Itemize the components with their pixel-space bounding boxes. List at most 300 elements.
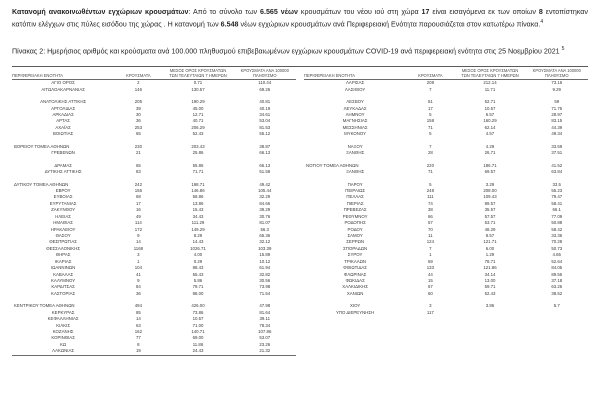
- cell-cases: 41: [135, 271, 141, 277]
- cell-region: ΑΡΓΟΛΙΔΑΣ: [51, 105, 76, 111]
- cell-region: ΚΩ: [60, 341, 67, 347]
- cell-seven-day-average: 12.71: [192, 112, 204, 118]
- cell-seven-day-average: 4.29: [485, 143, 495, 149]
- cell-region: ΛΕΣΒΟΥ: [346, 99, 364, 105]
- cell-seven-day-average: 0.29: [193, 258, 203, 264]
- cell-seven-day-average: 130.57: [191, 86, 205, 92]
- cell-seven-day-average: 10.57: [484, 105, 496, 111]
- cell-region: ΛΑΡΙΣΑΣ: [346, 80, 365, 86]
- cell-region: ΤΡΙΚΑΛΩΝ: [344, 258, 367, 264]
- cell-cases-per-100000: 32.12: [259, 239, 271, 245]
- cell-seven-day-average: 78.71: [484, 258, 496, 264]
- cell-seven-day-average: 121.71: [483, 239, 497, 245]
- cell-cases: 65: [135, 162, 141, 168]
- table-caption-text: Πίνακας 2: Ημερήσιος αριθμός και κρούσματα ανά 100.000 πληθυσμού επιβεβαιωμένων εγχώριων κρουσμάτων COVID-19 ανά περιφερειακή ενότητα στις 25 Νοεμβρίου 2021: [12, 47, 562, 56]
- cell-seven-day-average: 52.43: [192, 131, 204, 137]
- cell-cases-per-100000: 44.39: [551, 124, 563, 130]
- cell-region: ΚΑΛΥΜΝΟΥ: [51, 277, 76, 283]
- cell-seven-day-average: 34.43: [192, 213, 204, 219]
- intro-lead-label: Κατανομή ανακοινωθέντων εγχώριων κρουσμάτων: [12, 8, 189, 16]
- cell-seven-day-average: 140.71: [191, 328, 205, 334]
- header-region: [304, 68, 406, 79]
- cell-region: ΚΕΦΑΛΛΗΝΙΑΣ: [47, 316, 79, 322]
- cell-cases-per-100000: 50.73: [551, 245, 563, 251]
- cell-seven-day-average: 206.29: [191, 124, 205, 130]
- cell-cases-per-100000: 30.56: [259, 277, 271, 283]
- cell-cases-per-100000: 58.42: [551, 226, 563, 232]
- cell-cases-per-100000: 5.7: [553, 303, 560, 309]
- cell-cases-per-100000: 107.86: [258, 328, 272, 334]
- cell-cases: 39: [135, 105, 141, 111]
- cell-seven-day-average: 62.14: [484, 124, 496, 130]
- cell-cases: 28: [427, 150, 433, 156]
- cell-seven-day-average: 24.43: [192, 348, 204, 354]
- cell-region: ΠΙΕΡΙΑΣ: [346, 200, 364, 206]
- cell-cases-per-100000: 81.53: [259, 124, 271, 130]
- table-row: [304, 309, 588, 315]
- cell-region: ΝΑΞΟΥ: [347, 143, 363, 149]
- table-body-right: [304, 79, 588, 315]
- cell-cases: 114: [134, 220, 142, 226]
- header-avg-line2: ΤΩΝ ΤΕΛΕΥΤΑΙΩΝ 7 ΗΜΕΡΩΝ: [461, 73, 519, 79]
- table-header-row: [304, 68, 588, 79]
- cell-region: ΗΛΕΙΑΣ: [55, 213, 71, 219]
- cell-region: ΔΥΤΙΚΗΣ ΑΤΤΙΚΗΣ: [44, 169, 82, 175]
- cell-cases-per-100000: 59: [554, 99, 560, 105]
- cell-seven-day-average: 6.00: [485, 245, 495, 251]
- cell-region: ΑΡΤΑΣ: [56, 118, 70, 124]
- cell-region: ΣΥΡΟΥ: [347, 252, 363, 258]
- cell-seven-day-average: 8.29: [193, 232, 203, 238]
- table-row: [12, 348, 296, 354]
- cell-cases-per-100000: 110.44: [258, 80, 272, 86]
- cell-cases: 7: [429, 86, 432, 92]
- cell-seven-day-average: 13.00: [484, 277, 496, 283]
- cell-cases: 38: [427, 207, 433, 213]
- table-columns: [12, 68, 588, 356]
- cell-cases: 7: [429, 245, 432, 251]
- cell-region: ΚΑΒΑΛΑΣ: [53, 271, 74, 277]
- cell-seven-day-average: 1026.71: [190, 245, 206, 251]
- cell-region: ΡΟΔΟΥ: [347, 226, 363, 232]
- cell-cases: 71: [427, 169, 433, 175]
- cell-region: ΥΠΟ ΔΙΕΡΕΥΝΗΣΗ: [336, 309, 375, 315]
- cell-cases-per-100000: 73.16: [551, 80, 563, 86]
- cell-seven-day-average: 40.71: [192, 118, 204, 124]
- cell-region: ΘΕΣΣΑΛΟΝΙΚΗΣ: [46, 245, 81, 251]
- cell-seven-day-average: 35.57: [484, 207, 496, 213]
- cell-seven-day-average: 6.57: [485, 112, 495, 118]
- table-bottom-rule-left: [12, 355, 296, 356]
- table-row: [12, 79, 296, 86]
- cell-cases: 5: [429, 131, 432, 137]
- cell-cases-per-100000: 37.51: [551, 150, 563, 156]
- cell-cases: 17: [135, 200, 141, 206]
- table-column-left: [12, 68, 300, 356]
- cell-cases-per-100000: 63.26: [551, 284, 563, 290]
- cell-cases-per-100000: 77.09: [551, 213, 563, 219]
- intro-segment-2: κρουσμάτων του νέου ιού στη χώρα: [297, 8, 422, 16]
- header-cases-label: ΚΡΟΥΣΜΑΤΑ: [418, 73, 443, 79]
- cell-region: ΘΗΡΑΣ: [55, 252, 71, 258]
- header-cases: [406, 68, 454, 79]
- cell-cases-per-100000: 23.26: [259, 341, 271, 347]
- cell-seven-day-average: 426.00: [191, 303, 205, 309]
- cell-seven-day-average: 53.71: [484, 220, 496, 226]
- cell-seven-day-average: 55.43: [192, 271, 204, 277]
- cell-cases-per-100000: 37.18: [551, 277, 563, 283]
- cell-seven-day-average: 11.71: [484, 86, 496, 92]
- cell-cases-per-100000: 65.36: [259, 232, 271, 238]
- cell-seven-day-average: 57.57: [484, 213, 496, 219]
- cell-cases-per-100000: 84.66: [259, 200, 271, 206]
- cell-cases-per-100000: 49.34: [551, 131, 563, 137]
- cell-region: ΚΕΝΤΡΙΚΟΥ ΤΟΜΕΑ ΑΘΗΝΩΝ: [14, 303, 75, 309]
- cell-seven-day-average: 89.57: [484, 200, 496, 206]
- cell-seven-day-average: 59.71: [484, 284, 496, 290]
- cell-seven-day-average: 149.29: [191, 226, 205, 232]
- cell-cases-per-100000: 33.59: [551, 143, 563, 149]
- cell-seven-day-average: 4.57: [485, 131, 495, 137]
- cell-region: ΚΑΡΔΙΤΣΑΣ: [51, 284, 75, 290]
- cell-seven-day-average: 109.43: [483, 194, 497, 200]
- cell-seven-day-average: 190.29: [191, 99, 205, 105]
- header-avg-line2: ΤΩΝ ΤΕΛΕΥΤΑΙΩΝ 7 ΗΜΕΡΩΝ: [169, 73, 227, 79]
- cell-cases: 1: [429, 252, 432, 258]
- cell-cases-per-100000: 78.34: [259, 322, 271, 328]
- cell-cases: 242: [134, 181, 142, 187]
- table-head-left: [12, 68, 296, 79]
- cell-seven-day-average: 160.29: [483, 118, 497, 124]
- cell-cases-per-100000: 55.12: [259, 131, 271, 137]
- cell-cases-per-100000: 71.54: [259, 290, 271, 296]
- cell-cases-per-100000: 33.36: [551, 232, 563, 238]
- cell-cases: 9: [137, 232, 140, 238]
- cell-region: ΚΙΛΚΙΣ: [56, 322, 71, 328]
- cell-region: ΕΥΡΥΤΑΝΙΑΣ: [49, 200, 77, 206]
- cell-region: ΝΟΤΙΟΥ ΤΟΜΕΑ ΑΘΗΝΩΝ: [306, 162, 359, 168]
- cell-region: ΚΟΖΑΝΗΣ: [52, 328, 74, 334]
- cell-region: ΠΕΙΡΑΙΩΣ: [345, 188, 366, 194]
- table-head-right: [304, 68, 588, 79]
- cell-cases-per-100000: 81.07: [259, 220, 271, 226]
- cell-region: ΦΛΩΡΙΝΑΣ: [343, 271, 367, 277]
- cell-seven-day-average: 1.29: [485, 252, 495, 258]
- cell-region: ΔΡΑΜΑΣ: [54, 162, 72, 168]
- cell-seven-day-average: 208.00: [483, 188, 497, 194]
- cell-seven-day-average: 15.43: [192, 207, 204, 213]
- cell-cases: 111: [427, 194, 434, 200]
- cell-seven-day-average: 52.71: [484, 99, 496, 105]
- cell-cases-per-100000: 52.64: [551, 258, 563, 264]
- cell-seven-day-average: 71.71: [192, 169, 204, 175]
- cell-cases-per-100000: 51.58: [259, 169, 271, 175]
- cell-region: ΠΑΡΟΥ: [347, 181, 363, 187]
- cell-region: ΛΑΣΙΘΙΟΥ: [344, 86, 366, 92]
- cell-region: ΚΟΡΙΝΘΙΑΣ: [51, 335, 75, 341]
- table-column-right: [300, 68, 588, 356]
- cases-table: [12, 66, 588, 356]
- cell-seven-day-average: 5.86: [193, 277, 203, 283]
- cell-seven-day-average: 121.86: [483, 265, 497, 271]
- cell-cases: 51: [427, 99, 433, 105]
- cell-seven-day-average: 111.29: [191, 220, 205, 226]
- cell-region: ΑΓΙΟ ΟΡΟΣ: [51, 80, 75, 86]
- cell-cases: 49: [135, 213, 141, 219]
- regional-cases-table-left: [12, 68, 296, 354]
- cell-seven-day-average: 69.57: [484, 169, 496, 175]
- cell-cases-per-100000: 32.82: [259, 271, 271, 277]
- regional-cases-table-right: [304, 68, 588, 315]
- header-region: [12, 68, 114, 79]
- cell-cases: 57: [427, 220, 433, 226]
- cell-cases-per-100000: 89.56: [551, 271, 563, 277]
- cell-cases: 36: [135, 118, 141, 124]
- cell-cases: 14: [135, 239, 141, 245]
- cell-cases: 74: [427, 200, 433, 206]
- header-cases-per-100000: [234, 68, 297, 79]
- cell-cases-per-100000: 53.04: [259, 118, 271, 124]
- cell-seven-day-average: 13.86: [192, 200, 204, 206]
- cell-region: ΠΡΕΒΕΖΑΣ: [343, 207, 367, 213]
- cell-region: ΜΑΓΝΗΣΙΑΣ: [342, 118, 368, 124]
- cell-region: ΣΑΜΟΥ: [347, 232, 363, 238]
- cell-seven-day-average: 11.86: [192, 341, 204, 347]
- cell-region: ΛΗΜΝΟΥ: [345, 112, 365, 118]
- cell-region: ΧΑΛΚΙΔΙΚΗΣ: [342, 284, 368, 290]
- cell-cases-per-100000: 41.52: [551, 162, 563, 168]
- cell-cases: 5: [429, 181, 432, 187]
- header-cases-label: ΚΡΟΥΣΜΑΤΑ: [126, 73, 151, 79]
- cell-seven-day-average: [455, 309, 526, 315]
- cell-cases: 162: [134, 328, 142, 334]
- cell-region: ΧΙΟΥ: [349, 303, 361, 309]
- cell-cases-per-100000: 105.44: [258, 188, 272, 194]
- cell-cases: 77: [135, 335, 141, 341]
- cell-seven-day-average: 3.29: [485, 181, 495, 187]
- cell-region: ΗΜΑΘΙΑΣ: [53, 220, 73, 226]
- cell-seven-day-average: 203.43: [191, 143, 205, 149]
- cell-cases: 208: [426, 80, 434, 86]
- header-region-label: ΠΕΡΙΦΕΡΕΙΑΚΗ ΕΝΟΤΗΤΑ: [12, 73, 63, 79]
- cell-cases-per-100000: 49.42: [259, 181, 271, 187]
- cell-seven-day-average: 198.71: [191, 181, 205, 187]
- header-seven-day-average: [163, 68, 234, 79]
- intro-gateway-count: 8: [538, 8, 543, 16]
- cell-cases-per-100000: 33.5: [552, 181, 561, 187]
- intro-total-new-cases: 6.565 νέων: [260, 8, 298, 16]
- intro-footnote-marker: 4: [540, 19, 544, 26]
- cell-seven-day-average: 146.86: [191, 188, 205, 194]
- cell-region: ΣΠΟΡΑΔΩΝ: [343, 245, 368, 251]
- cell-cases-per-100000: 39.11: [259, 316, 271, 322]
- header-seven-day-average: [455, 68, 526, 79]
- cell-region: ΞΑΝΘΗΣ: [346, 169, 365, 175]
- cell-region: ΦΘΙΩΤΙΔΑΣ: [343, 265, 367, 271]
- cell-cases: 9: [137, 277, 140, 283]
- cell-cases: 30: [135, 112, 141, 118]
- cell-cases-per-100000: 28.97: [551, 112, 563, 118]
- cell-cases-per-100000: 39.29: [259, 207, 271, 213]
- cell-cases: 248: [426, 188, 434, 194]
- cell-region: ΘΕΣΠΡΩΤΙΑΣ: [49, 239, 77, 245]
- cell-region: ΡΟΔΟΠΗΣ: [344, 220, 366, 226]
- cell-region: ΡΕΘΥΜΝΟΥ: [342, 213, 368, 219]
- cell-cases-per-100000: 73.98: [259, 284, 271, 290]
- cell-region: ΞΑΝΘΗΣ: [346, 150, 365, 156]
- cell-seven-day-average: 8.57: [485, 232, 495, 238]
- cell-region: ΗΡΑΚΛΕΙΟΥ: [50, 226, 76, 232]
- cell-cases-per-100000: 66.13: [259, 150, 271, 156]
- header-cases: [114, 68, 162, 79]
- cell-cases-per-100000: 61.94: [259, 265, 271, 271]
- intro-domestic-cases: 6.548: [220, 20, 239, 29]
- header-cases-per-100000: [526, 68, 589, 79]
- cell-seven-day-average: 3.86: [485, 303, 495, 309]
- cell-cases-per-100000: 4.65: [552, 252, 561, 258]
- cell-seven-day-average: 0.71: [193, 80, 203, 86]
- cell-region: ΒΟΙΩΤΙΑΣ: [53, 131, 74, 137]
- cell-cases-per-100000: 84.05: [551, 265, 563, 271]
- intro-imported-count: 17: [421, 8, 430, 16]
- cell-cases: 83: [135, 169, 141, 175]
- cell-cases: 85: [135, 309, 141, 315]
- cell-seven-day-average: 71.00: [192, 322, 204, 328]
- cell-region: ΚΕΡΚΥΡΑΣ: [51, 309, 75, 315]
- cell-cases: 3: [429, 303, 432, 309]
- cell-cases-per-100000: 9.29: [552, 86, 561, 92]
- cell-cases-per-100000: 38.87: [259, 143, 271, 149]
- cell-cases: 230: [134, 143, 142, 149]
- intro-segment-5: νέων εγχώριων κρουσμάτων ανά Περιφερειακή Ενότητα παρουσιάζεται στον κατωτέρω πίνακα.: [238, 20, 541, 29]
- cell-cases: 36: [135, 290, 141, 296]
- cell-region: ΧΑΝΙΩΝ: [346, 290, 364, 296]
- cell-cases: 220: [426, 162, 434, 168]
- cell-seven-day-average: 88.43: [192, 265, 204, 271]
- table-header-row: [12, 68, 296, 79]
- cell-cases: 156: [134, 188, 142, 194]
- cell-cases: 172: [134, 226, 142, 232]
- cell-cases: 146: [134, 86, 142, 92]
- table-row: [304, 79, 588, 86]
- cell-seven-day-average: 34.14: [484, 271, 496, 277]
- intro-segment-1: : Από το σύνολο των: [188, 8, 261, 16]
- cell-cases: 133: [426, 265, 434, 271]
- cell-seven-day-average: 69.00: [192, 335, 204, 341]
- cell-seven-day-average: 186.71: [483, 162, 497, 168]
- cell-cases-per-100000: 34.61: [259, 112, 271, 118]
- cell-cases: 7: [429, 143, 432, 149]
- cell-cases-per-100000: 103.39: [258, 245, 272, 251]
- cell-seven-day-average: 212.14: [483, 80, 497, 86]
- cell-cases-per-100000: [526, 309, 589, 315]
- cell-seven-day-average: 14.43: [192, 239, 204, 245]
- cell-cases: 68: [135, 194, 141, 200]
- cell-cases: 17: [427, 105, 433, 111]
- cell-cases: 60: [427, 290, 433, 296]
- caption-footnote-marker: 5: [561, 45, 565, 52]
- cell-cases: 69: [427, 258, 433, 264]
- intro-paragraph: [12, 6, 588, 31]
- intro-segment-3: είναι εισαγόμενα εκ των οποίων: [429, 8, 539, 16]
- cell-cases: 11: [428, 232, 433, 238]
- cell-cases: 15: [427, 277, 433, 283]
- cell-cases-per-100000: 81.64: [259, 309, 271, 315]
- cell-seven-day-average: 52.43: [484, 290, 496, 296]
- cell-region: ΑΙΤΩΛΟΑΚΑΡΝΑΝΙΑΣ: [41, 86, 85, 92]
- cell-region: ΜΥΚΟΝΟΥ: [344, 131, 367, 137]
- cell-cases: 63: [135, 322, 141, 328]
- cell-seven-day-average: 48.29: [484, 226, 496, 232]
- header-rate-line1: ΚΡΟΥΣΜΑΤΑ ΑΝΑ 100000: [532, 68, 581, 74]
- cell-cases-per-100000: 38.52: [551, 290, 563, 296]
- cell-region: ΕΥΒΟΙΑΣ: [53, 194, 73, 200]
- cell-cases: 65: [135, 131, 141, 137]
- cell-region: ΑΝΑΤΟΛΙΚΗΣ ΑΤΤΙΚΗΣ: [40, 99, 87, 105]
- cell-seven-day-average: 10.57: [192, 316, 204, 322]
- cell-cases-per-100000: 79.47: [551, 194, 563, 200]
- cell-region: ΕΒΡΟΥ: [55, 188, 71, 194]
- cell-cases-per-100000: 69.26: [259, 86, 271, 92]
- cell-cases: 1: [137, 258, 140, 264]
- cell-region: ΘΑΣΟΥ: [55, 232, 71, 238]
- cell-region: ΑΧΑΪΑΣ: [55, 124, 71, 130]
- cell-cases: 44: [427, 271, 433, 277]
- cell-cases: 3: [137, 252, 140, 258]
- cell-region: ΜΕΣΣΗΝΙΑΣ: [342, 124, 368, 130]
- cell-region: ΑΡΚΑΔΙΑΣ: [52, 112, 74, 118]
- cell-seven-day-average: 73.86: [192, 309, 204, 315]
- cell-cases-per-100000: 32.29: [259, 194, 271, 200]
- header-rate-line2: ΠΛΗΘΥΣΜΟ: [252, 73, 277, 79]
- cell-cases: 71: [427, 124, 433, 130]
- cell-cases-per-100000: 47.98: [259, 303, 271, 309]
- cell-cases: 5: [429, 112, 432, 118]
- cell-region: ΙΚΑΡΙΑΣ: [54, 258, 72, 264]
- cell-cases-per-100000: 70.28: [551, 239, 563, 245]
- cell-region: ΓΡΕΒΕΝΩΝ: [51, 150, 75, 156]
- cell-seven-day-average: 88.00: [192, 290, 204, 296]
- cell-cases: 124: [426, 239, 434, 245]
- cell-region: ΠΕΛΛΑΣ: [346, 194, 364, 200]
- cell-seven-day-average: 4.00: [193, 252, 203, 258]
- cell-cases-per-100000: 50.88: [551, 220, 563, 226]
- cell-region: ΒΟΡΕΙΟΥ ΤΟΜΕΑ ΑΘΗΝΩΝ: [14, 143, 70, 149]
- cell-seven-day-average: 25.86: [192, 150, 204, 156]
- cell-cases-per-100000: 53.07: [259, 335, 271, 341]
- table-body-left: [12, 79, 296, 354]
- cell-cases: 84: [135, 284, 141, 290]
- cell-cases-per-100000: 63.84: [551, 169, 563, 175]
- cell-cases-per-100000: 58.41: [551, 200, 563, 206]
- cell-seven-day-average: 79.71: [192, 284, 204, 290]
- header-rate-line1: ΚΡΟΥΣΜΑΤΑ ΑΝΑ 100000: [240, 68, 289, 74]
- cell-cases: 21: [135, 150, 141, 156]
- cell-cases: 14: [135, 316, 141, 322]
- cell-cases-per-100000: 55.23: [551, 188, 563, 194]
- cell-cases: 70: [427, 226, 433, 232]
- cell-region: ΖΑΚΥΝΘΟΥ: [51, 207, 76, 213]
- cell-cases-per-100000: 66.13: [259, 162, 271, 168]
- cell-cases: 158: [426, 118, 434, 124]
- cell-cases: 16: [135, 207, 141, 213]
- cell-cases-per-100000: 10.12: [259, 258, 271, 264]
- cell-region: ΙΩΑΝΝΙΝΩΝ: [50, 265, 76, 271]
- cell-cases-per-100000: 40.81: [259, 99, 271, 105]
- cell-cases: 104: [134, 265, 142, 271]
- cell-region: ΣΕΡΡΩΝ: [346, 239, 364, 245]
- cell-region: ΛΕΥΚΑΔΑΣ: [343, 105, 367, 111]
